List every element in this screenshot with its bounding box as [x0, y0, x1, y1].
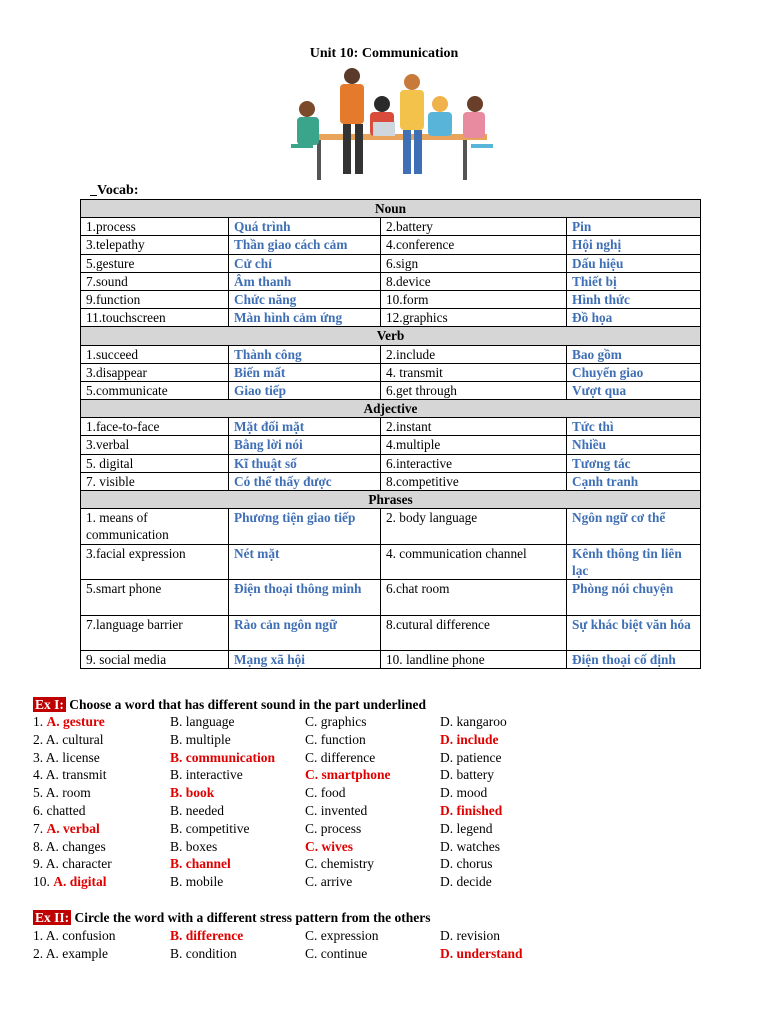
ex1-question: [33, 714, 753, 732]
vietnamese-meaning: Mặt đối mặt: [229, 418, 381, 436]
option-b[interactable]: B. boxes: [170, 838, 218, 854]
section-header: Phrases: [81, 491, 701, 509]
ex2-question: [33, 928, 753, 946]
vocab-table: [80, 199, 701, 669]
option-a[interactable]: [33, 856, 112, 872]
ex1-heading: [33, 697, 426, 713]
vietnamese-meaning: Mạng xã hội: [229, 651, 381, 669]
option-a[interactable]: [33, 732, 104, 748]
option-c[interactable]: C. wives: [305, 838, 353, 854]
option-b[interactable]: B. needed: [170, 803, 224, 818]
english-word: 2. body language: [381, 509, 567, 545]
ex1-question: [33, 856, 753, 874]
vocab-row: [81, 236, 701, 254]
vietnamese-meaning: Điện thoại cố định: [567, 651, 701, 669]
option-c[interactable]: C. arrive: [305, 874, 353, 890]
english-word: 9.function: [81, 290, 229, 308]
option-a[interactable]: [33, 767, 107, 783]
vocab-row: [81, 651, 701, 669]
question-number: 3.: [33, 749, 46, 765]
vietnamese-meaning: Pin: [567, 218, 701, 236]
option-d[interactable]: D. mood: [440, 785, 488, 801]
english-word: 1. means of communication: [81, 509, 229, 545]
english-word: 5.communicate: [81, 381, 229, 399]
vietnamese-meaning: Vượt qua: [567, 381, 701, 399]
english-word: 6.get through: [381, 381, 567, 399]
vocab-row: [81, 544, 701, 580]
option-a-label: A. gesture: [46, 714, 105, 729]
english-word: 8.competitive: [381, 472, 567, 490]
ex1-question: [33, 785, 753, 803]
vocab-row: [81, 580, 701, 616]
ex1-instruction: Choose a word that has different sound in the part underlined: [65, 697, 427, 712]
section-header: Verb: [81, 327, 701, 345]
vietnamese-meaning: Cạnh tranh: [567, 472, 701, 490]
vietnamese-meaning: Điện thoại thông minh: [229, 580, 381, 616]
option-a-label: chatted: [46, 803, 86, 818]
english-word: 4.conference: [381, 236, 567, 254]
option-b[interactable]: B. mobile: [170, 874, 224, 890]
page-title: Unit 10: Communication: [309, 46, 459, 61]
vietnamese-meaning: Âm thanh: [229, 272, 381, 290]
question-number: 8.: [33, 838, 46, 854]
english-word: 10. landline phone: [381, 651, 567, 669]
vietnamese-meaning: Hình thức: [567, 290, 701, 308]
option-a[interactable]: [33, 821, 100, 837]
vietnamese-meaning: Bằng lời nói: [229, 436, 381, 454]
vietnamese-meaning: Chuyển giao: [567, 363, 701, 381]
option-a-label: A. cultural: [45, 731, 104, 747]
option-d[interactable]: D. battery: [440, 767, 494, 783]
option-b[interactable]: B. language: [170, 714, 235, 729]
english-word: 9. social media: [81, 651, 229, 669]
option-a-label: A. transmit: [45, 767, 107, 783]
vietnamese-meaning: Thần giao cách cảm: [229, 236, 381, 254]
english-word: 6.chat room: [381, 580, 567, 616]
option-a[interactable]: [33, 839, 106, 855]
option-b[interactable]: B. multiple: [170, 731, 231, 747]
option-a[interactable]: [33, 750, 100, 766]
ex2-question: [33, 946, 753, 964]
english-word: 3.telepathy: [81, 236, 229, 254]
vietnamese-meaning: Quá trình: [229, 218, 381, 236]
option-d[interactable]: D. legend: [440, 820, 493, 836]
vocab-row: [81, 436, 701, 454]
vocab-row: [81, 381, 701, 399]
option-a-label: A. digital: [53, 874, 107, 890]
ex1-question: [33, 767, 753, 785]
vocab-row: [81, 615, 701, 651]
ex1-question: [33, 750, 753, 768]
option-c[interactable]: C. invented: [305, 803, 368, 818]
english-word: 2.instant: [381, 418, 567, 436]
vietnamese-meaning: Đồ họa: [567, 309, 701, 327]
english-word: 3.facial expression: [81, 544, 229, 580]
english-word: 2.include: [381, 345, 567, 363]
vietnamese-meaning: Thiết bị: [567, 272, 701, 290]
vietnamese-meaning: Nhiều: [567, 436, 701, 454]
option-a-label: A. changes: [45, 838, 106, 854]
option-a[interactable]: [33, 803, 85, 819]
vocab-row: [81, 472, 701, 490]
option-b[interactable]: B. condition: [170, 945, 237, 961]
question-number: 6.: [33, 803, 47, 818]
option-d[interactable]: D. patience: [440, 749, 502, 765]
vietnamese-meaning: Rào cản ngôn ngữ: [229, 615, 381, 651]
question-number: 10.: [33, 874, 54, 890]
english-word: 3.verbal: [81, 436, 229, 454]
english-word: 5.smart phone: [81, 580, 229, 616]
vietnamese-meaning: Màn hình cảm ứng: [229, 309, 381, 327]
vietnamese-meaning: Kĩ thuật số: [229, 454, 381, 472]
question-number: 2.: [33, 731, 46, 747]
option-a-label: A. license: [45, 749, 100, 765]
english-word: 11.touchscreen: [81, 309, 229, 327]
question-number: 7.: [33, 820, 47, 836]
ex2-instruction: Circle the word with a different stress pattern from the others: [71, 910, 431, 925]
vocab-row: [81, 218, 701, 236]
english-word: 5.gesture: [81, 254, 229, 272]
option-d[interactable]: D. finished: [440, 803, 503, 818]
vietnamese-meaning: Thành công: [229, 345, 381, 363]
english-word: 7.sound: [81, 272, 229, 290]
ex1-question: [33, 874, 753, 892]
vocab-heading: Vocab:: [97, 183, 139, 198]
vocab-row: [81, 272, 701, 290]
english-word: 10.form: [381, 290, 567, 308]
option-b[interactable]: B. interactive: [170, 767, 243, 783]
option-a-label: A. room: [45, 785, 91, 801]
vietnamese-meaning: Nét mặt: [229, 544, 381, 580]
vocab-row: [81, 309, 701, 327]
vietnamese-meaning: Giao tiếp: [229, 381, 381, 399]
vietnamese-meaning: Biến mất: [229, 363, 381, 381]
english-word: 1.succeed: [81, 345, 229, 363]
ex2-heading: [33, 910, 430, 926]
vietnamese-meaning: Tức thì: [567, 418, 701, 436]
option-b[interactable]: B. book: [170, 785, 215, 801]
english-word: 1.face-to-face: [81, 418, 229, 436]
option-b[interactable]: B. competitive: [170, 820, 250, 836]
option-a[interactable]: [33, 785, 91, 801]
option-a[interactable]: [33, 714, 105, 730]
vietnamese-meaning: Chức năng: [229, 290, 381, 308]
english-word: 4.multiple: [381, 436, 567, 454]
english-word: 8.cutural difference: [381, 615, 567, 651]
option-d[interactable]: D. chorus: [440, 856, 493, 872]
english-word: 1.process: [81, 218, 229, 236]
option-c[interactable]: C. function: [305, 731, 366, 747]
vocab-row: [81, 363, 701, 381]
question-number: 1.: [33, 714, 47, 729]
ex2-tag: Ex II:: [35, 910, 70, 925]
english-word: 4. transmit: [381, 363, 567, 381]
option-b[interactable]: B. communication: [170, 749, 276, 765]
ex1-tag: Ex I:: [35, 697, 64, 712]
ex1-question: [33, 803, 753, 821]
option-b[interactable]: B. channel: [170, 856, 231, 872]
communication-illustration: [277, 64, 503, 182]
english-word: 6.sign: [381, 254, 567, 272]
english-word: 7. visible: [81, 472, 229, 490]
option-a[interactable]: 1. A. confusion: [33, 928, 116, 943]
option-c[interactable]: C. food: [305, 785, 346, 801]
english-word: 5. digital: [81, 454, 229, 472]
vocab-row: [81, 254, 701, 272]
option-c[interactable]: C. chemistry: [305, 856, 374, 872]
section-header: Adjective: [81, 400, 701, 418]
question-number: 9.: [33, 856, 46, 872]
ex1-question: [33, 839, 753, 857]
option-c[interactable]: C. graphics: [305, 714, 367, 729]
option-d[interactable]: D. watches: [440, 838, 500, 854]
vocab-row: [81, 290, 701, 308]
question-number: 5.: [33, 785, 46, 801]
option-a[interactable]: 2. A. example: [33, 945, 108, 961]
vietnamese-meaning: Hội nghị: [567, 236, 701, 254]
english-word: 3.disappear: [81, 363, 229, 381]
section-header: Noun: [81, 200, 701, 218]
english-word: 7.language barrier: [81, 615, 229, 651]
option-d[interactable]: D. kangaroo: [440, 714, 507, 729]
vietnamese-meaning: Bao gồm: [567, 345, 701, 363]
vocab-row: [81, 345, 701, 363]
option-d[interactable]: D. include: [440, 731, 499, 747]
vietnamese-meaning: Kênh thông tin liên lạc: [567, 544, 701, 580]
option-a[interactable]: [33, 874, 107, 890]
vocab-row: [81, 454, 701, 472]
option-c[interactable]: C. smartphone: [305, 767, 391, 783]
english-word: 12.graphics: [381, 309, 567, 327]
option-a-label: A. character: [45, 856, 112, 872]
option-d[interactable]: D. revision: [440, 928, 500, 943]
english-word: 2.battery: [381, 218, 567, 236]
english-word: 8.device: [381, 272, 567, 290]
option-d[interactable]: D. understand: [440, 945, 523, 961]
option-c[interactable]: C. expression: [305, 928, 379, 943]
ex1-question: [33, 732, 753, 750]
english-word: 6.interactive: [381, 454, 567, 472]
vocab-row: [81, 509, 701, 545]
option-c[interactable]: C. difference: [305, 749, 376, 765]
vietnamese-meaning: Tương tác: [567, 454, 701, 472]
question-number: 4.: [33, 767, 46, 783]
vietnamese-meaning: Phương tiện giao tiếp: [229, 509, 381, 545]
vietnamese-meaning: Ngôn ngữ cơ thể: [567, 509, 701, 545]
vietnamese-meaning: Cử chỉ: [229, 254, 381, 272]
option-a-label: A. verbal: [46, 820, 100, 836]
option-c[interactable]: C. continue: [305, 945, 368, 961]
vietnamese-meaning: Phòng nói chuyện: [567, 580, 701, 616]
option-b[interactable]: B. difference: [170, 928, 244, 943]
vocab-row: [81, 418, 701, 436]
vietnamese-meaning: Có thể thấy được: [229, 472, 381, 490]
vietnamese-meaning: Dấu hiệu: [567, 254, 701, 272]
option-c[interactable]: C. process: [305, 820, 362, 836]
vietnamese-meaning: Sự khác biệt văn hóa: [567, 615, 701, 651]
option-d[interactable]: D. decide: [440, 874, 492, 890]
ex1-question: [33, 821, 753, 839]
english-word: 4. communication channel: [381, 544, 567, 580]
